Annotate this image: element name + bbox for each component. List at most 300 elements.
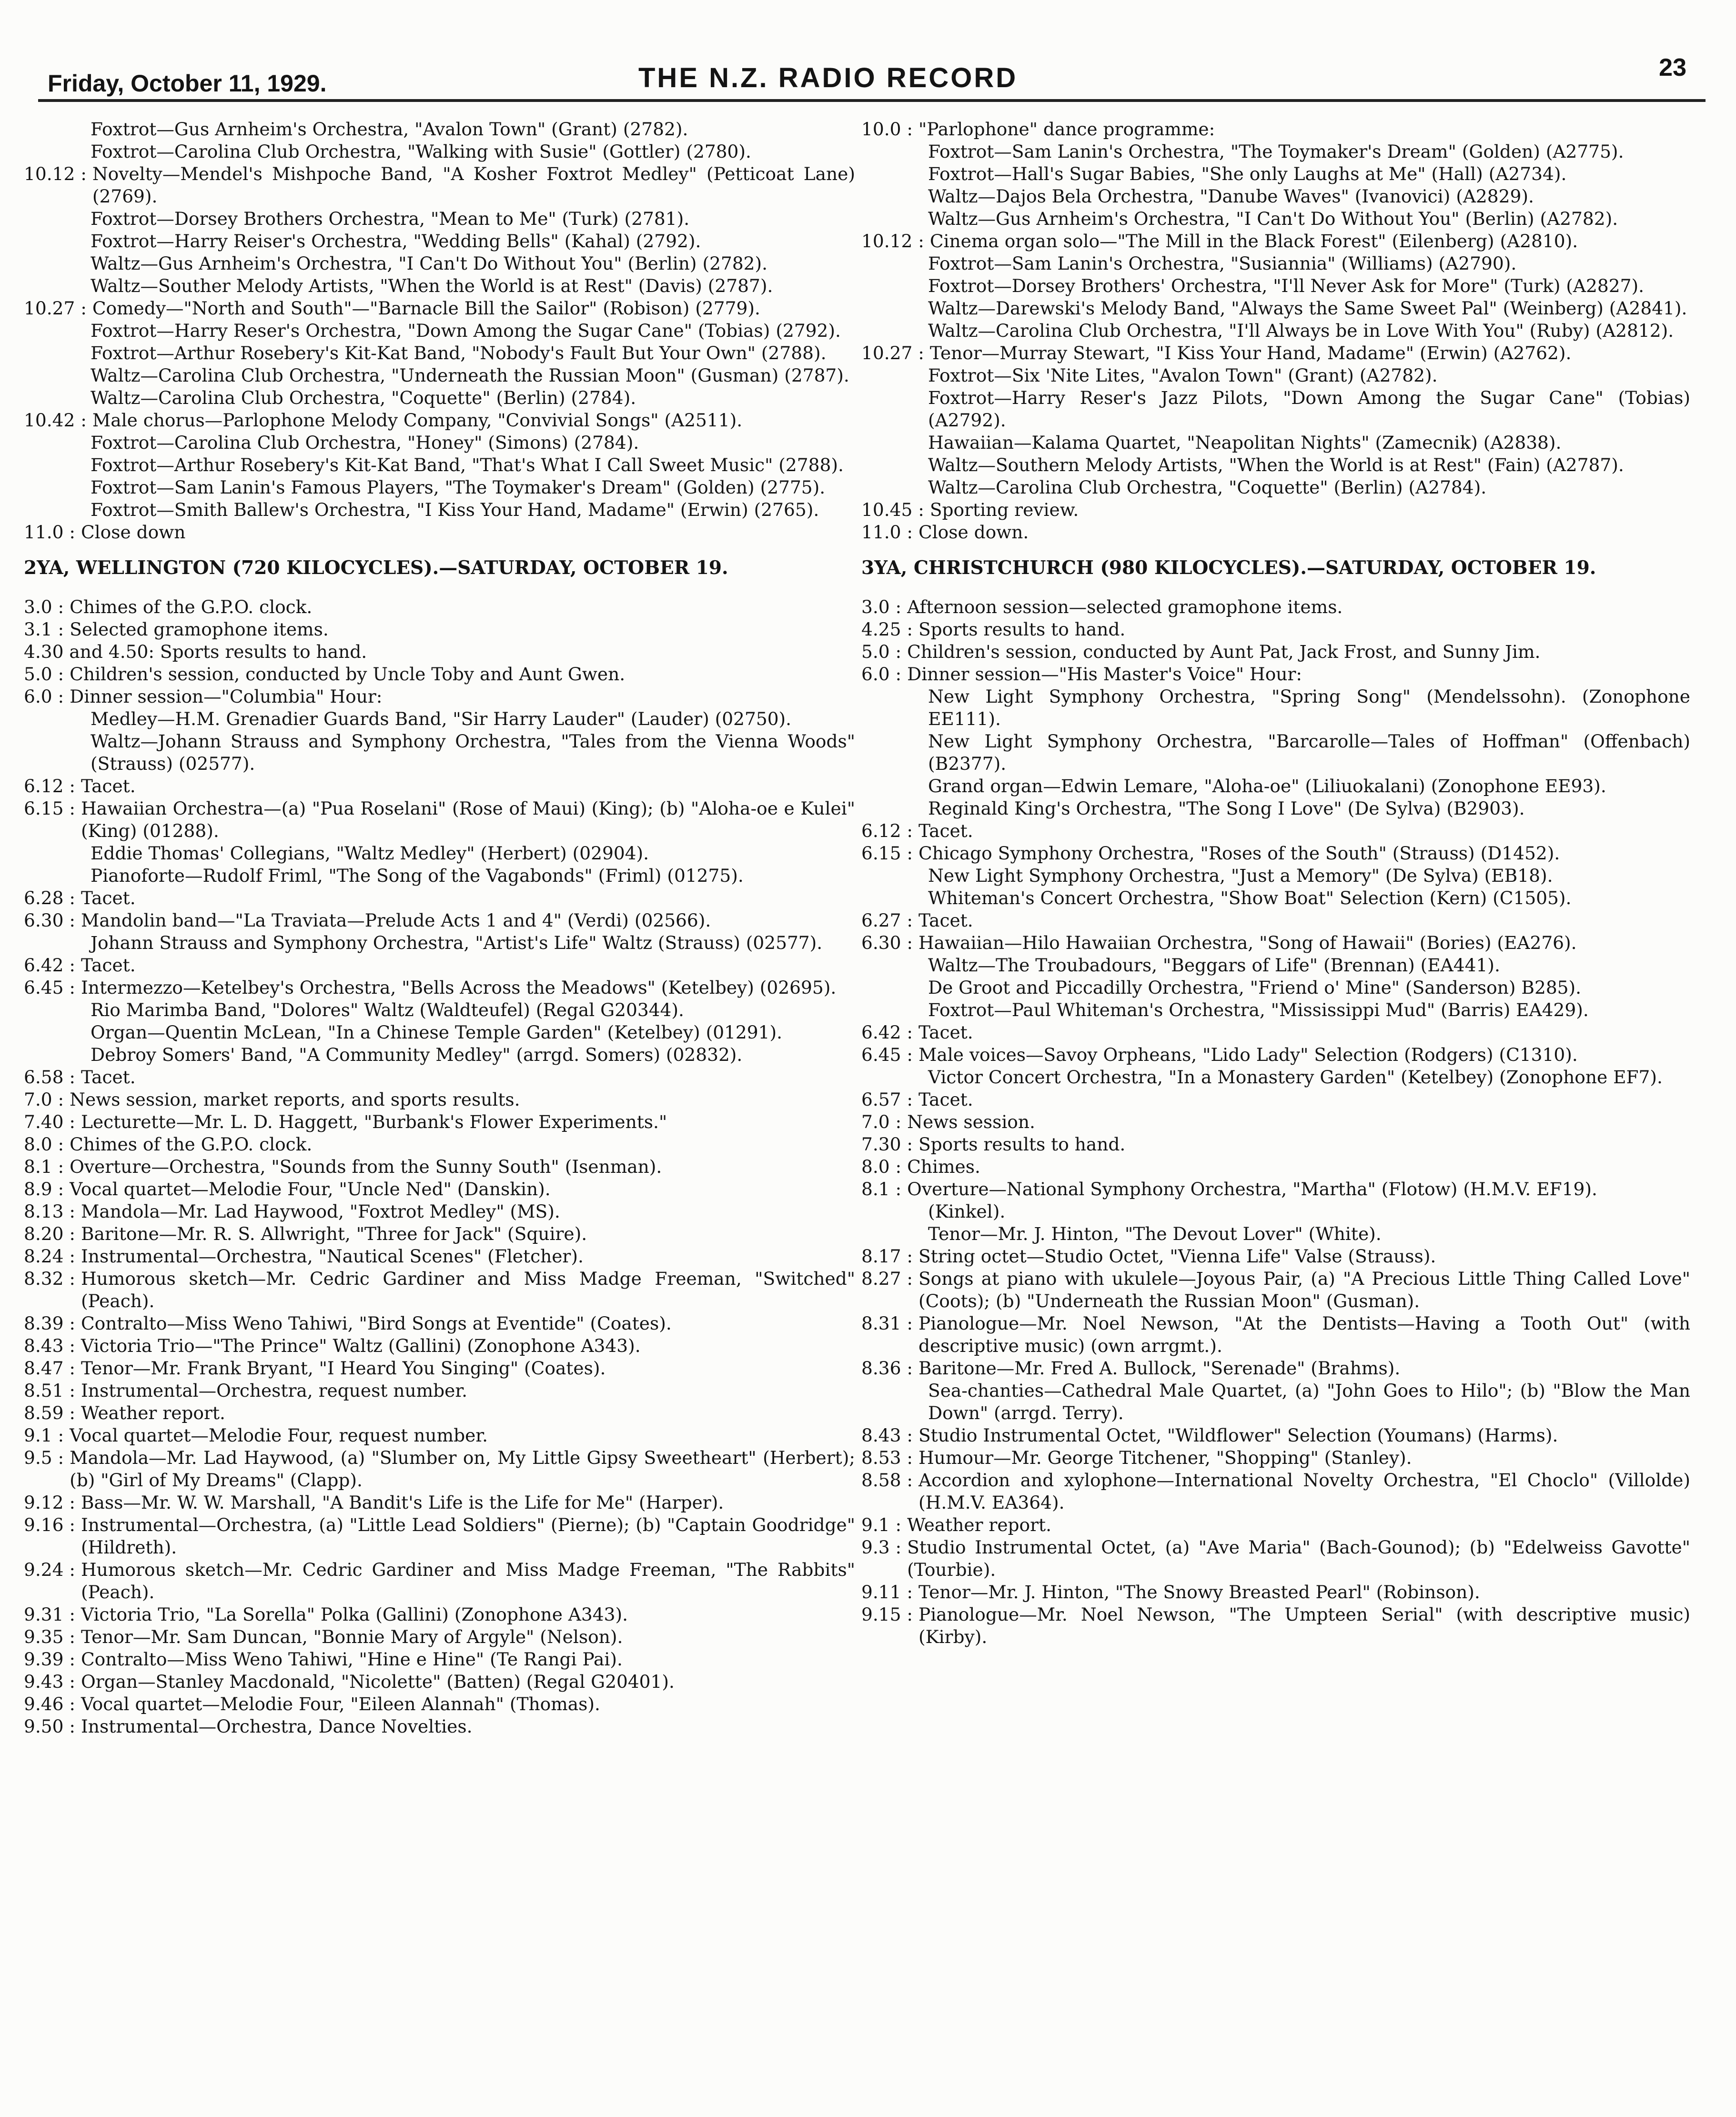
entry-time: 10.12 : xyxy=(24,163,92,184)
entry-time: 8.1 : xyxy=(24,1156,70,1177)
entry-text: Lecturette—Mr. L. D. Haggett, "Burbank's Flower Experiments." xyxy=(81,1111,667,1132)
entry-text: Weather report. xyxy=(81,1402,225,1423)
programme-entry xyxy=(861,342,1690,364)
entry-text: Vocal quartet—Melodie Four, request number. xyxy=(70,1425,488,1446)
entry-time: 9.12 : xyxy=(24,1492,81,1513)
entry-text: Pianologue—Mr. Noel Newson, "The Umpteen Serial" (with descriptive music) (Kirby). xyxy=(918,1604,1690,1647)
wellington-heading: 2YA, WELLINGTON (720 KILOCYCLES).—SATURDAY, OCTOBER 19. xyxy=(24,557,728,579)
entry-text: Comedy—"North and South"—"Barnacle Bill the Sailor" (Robison) (2779). xyxy=(92,298,760,319)
entry-text: Organ—Quentin McLean, "In a Chinese Temple Garden" (Ketelbey) (01291). xyxy=(91,1022,783,1043)
entry-text: String octet—Studio Octet, "Vienna Life" Valse (Strauss). xyxy=(918,1246,1436,1267)
entry-text: Tenor—Murray Stewart, "I Kiss Your Hand, Madame" (Erwin) (A2762). xyxy=(929,343,1572,363)
entry-time: 6.12 : xyxy=(24,776,81,796)
programme-entry xyxy=(24,1111,855,1133)
entry-text: Studio Instrumental Octet, "Wildflower" Selection (Youmans) (Harms). xyxy=(918,1425,1558,1446)
entry-text: Foxtrot—Dorsey Brothers' Orchestra, "I'll Never Ask for More" (Turk) (A2827). xyxy=(928,275,1645,296)
entry-text: Tenor—Mr. J. Hinton, "The Snowy Breasted Pearl" (Robinson). xyxy=(918,1582,1480,1603)
programme-entry xyxy=(861,1223,1690,1245)
entry-time: 9.5 : xyxy=(24,1447,70,1468)
entry-text: Tacet. xyxy=(81,1067,136,1088)
programme-entry xyxy=(861,1133,1690,1156)
programme-entry xyxy=(24,1357,855,1380)
entry-text: Overture—Orchestra, "Sounds from the Sunny South" (Isenman). xyxy=(70,1156,662,1177)
entry-text: Sports results to hand. xyxy=(918,1134,1126,1155)
programme-entry xyxy=(24,1200,855,1223)
entry-time: 6.30 : xyxy=(24,910,81,931)
programme-entry xyxy=(861,297,1690,320)
programme-entry xyxy=(24,1693,855,1715)
programme-entry xyxy=(24,432,855,454)
entry-text: Humorous sketch—Mr. Cedric Gardiner and Miss Madge Freeman, "Switched" (Peach). xyxy=(81,1268,855,1311)
programme-entry xyxy=(24,1603,855,1626)
entry-time: 6.15 : xyxy=(24,798,81,819)
entry-text: Contralto—Miss Weno Tahiwi, "Hine e Hine" (Te Rangi Pai). xyxy=(81,1649,623,1670)
programme-entry xyxy=(24,387,855,409)
entry-text: Songs at piano with ukulele—Joyous Pair, (a) "A Precious Little Thing Called Love" (Coots); (b) "Underneath the Russian Moon" (Gusman). xyxy=(918,1268,1690,1311)
entry-text: Instrumental—Orchestra, (a) "Little Lead Soldiers" (Pierne); (b) "Captain Goodridge" (Hildreth). xyxy=(81,1514,855,1558)
entry-text: Tacet. xyxy=(918,820,973,841)
entry-time: 9.35 : xyxy=(24,1626,81,1647)
entry-time: 9.50 : xyxy=(24,1716,81,1737)
entry-time: 11.0 : xyxy=(861,522,918,543)
entry-text: Foxtrot—Six 'Nite Lites, "Avalon Town" (Grant) (A2782). xyxy=(928,365,1438,386)
entry-text: Sporting review. xyxy=(929,499,1079,520)
programme-entry xyxy=(24,1156,855,1178)
entry-text: Tacet. xyxy=(918,1022,973,1043)
entry-time: 4.25 : xyxy=(861,619,918,640)
programme-entry xyxy=(24,320,855,342)
programme-entry xyxy=(861,820,1690,842)
entry-text: Baritone—Mr. R. S. Allwright, "Three for Jack" (Squire). xyxy=(81,1223,587,1244)
programme-entry xyxy=(24,954,855,977)
entry-time: 3.0 : xyxy=(24,596,70,617)
entry-text: Foxtrot—Sam Lanin's Orchestra, "The Toymaker's Dream" (Golden) (A2775). xyxy=(928,141,1624,162)
entry-text: Tacet. xyxy=(81,776,136,796)
entry-text: Waltz—Dajos Bela Orchestra, "Danube Waves" (Ivanovici) (A2829). xyxy=(928,186,1534,207)
programme-entry xyxy=(861,1156,1690,1178)
entry-text: Children's session, conducted by Aunt Pat, Jack Frost, and Sunny Jim. xyxy=(907,641,1541,662)
entry-text: Waltz—Johann Strauss and Symphony Orchestra, "Tales from the Vienna Woods" (Strauss) (02577). xyxy=(91,731,855,774)
programme-entry xyxy=(861,118,1690,141)
entry-text: Rio Marimba Band, "Dolores" Waltz (Waldteufel) (Regal G20344). xyxy=(91,999,684,1020)
programme-entry xyxy=(861,476,1690,499)
programme-entry xyxy=(861,1021,1690,1044)
programme-entry xyxy=(861,1469,1690,1514)
entry-time: 9.43 : xyxy=(24,1671,81,1692)
programme-entry xyxy=(24,1223,855,1245)
entry-time: 9.11 : xyxy=(861,1582,918,1603)
entry-text: Dinner session—"Columbia" Hour: xyxy=(70,686,383,707)
programme-entry xyxy=(861,1245,1690,1268)
entry-time: 11.0 : xyxy=(24,522,81,543)
entry-text: Sports results to hand. xyxy=(160,641,367,662)
entry-text: Children's session, conducted by Uncle Toby and Aunt Gwen. xyxy=(70,664,626,685)
programme-entry xyxy=(24,163,855,208)
programme-entry xyxy=(24,1066,855,1089)
programme-entry xyxy=(861,163,1690,185)
programme-entry xyxy=(861,730,1690,775)
programme-entry xyxy=(24,730,855,775)
entry-text: Pianologue—Mr. Noel Newson, "At the Dentists—Having a Tooth Out" (with descriptive music) (own arrgmt.). xyxy=(918,1313,1690,1356)
entry-text: Tenor—Mr. Sam Duncan, "Bonnie Mary of Argyle" (Nelson). xyxy=(81,1626,623,1647)
entry-time: 6.42 : xyxy=(861,1022,918,1043)
entry-time: 6.12 : xyxy=(861,820,918,841)
entry-text: Foxtrot—Sam Lanin's Orchestra, "Susiannia" (Williams) (A2790). xyxy=(928,253,1517,274)
entry-text: Foxtrot—Smith Ballew's Orchestra, "I Kiss Your Hand, Madame" (Erwin) (2765). xyxy=(91,499,819,520)
entry-text: Foxtrot—Harry Reser's Orchestra, "Down Among the Sugar Cane" (Tobias) (2792). xyxy=(91,320,841,341)
entry-text: Male chorus—Parlophone Melody Company, "Convivial Songs" (A2511). xyxy=(92,410,743,431)
entry-time: 8.0 : xyxy=(861,1156,908,1177)
entry-text: Vocal quartet—Melodie Four, "Uncle Ned" (Danskin). xyxy=(70,1179,551,1200)
entry-time: 8.36 : xyxy=(861,1358,918,1379)
entry-time: 6.15 : xyxy=(861,843,918,864)
programme-entry xyxy=(861,499,1690,521)
programme-entry xyxy=(861,775,1690,797)
programme-entry xyxy=(861,454,1690,476)
programme-entry xyxy=(24,342,855,364)
programme-entry xyxy=(861,663,1690,686)
entry-time: 8.13 : xyxy=(24,1201,81,1222)
left-column xyxy=(24,118,855,1738)
programme-entry xyxy=(861,1111,1690,1133)
entry-text: Chimes of the G.P.O. clock. xyxy=(70,596,313,617)
entry-text: Humour—Mr. George Titchener, "Shopping" (Stanley). xyxy=(918,1447,1412,1468)
entry-text: Novelty—Mendel's Mishpoche Band, "A Kosher Foxtrot Medley" (Petticoat Lane) (2769). xyxy=(92,163,855,207)
entry-text: Cinema organ solo—"The Mill in the Black Forest" (Eilenberg) (A2810). xyxy=(929,231,1578,252)
programme-entry xyxy=(24,1178,855,1200)
entry-time: 9.39 : xyxy=(24,1649,81,1670)
programme-entry xyxy=(861,999,1690,1021)
entry-text: Victor Concert Orchestra, "In a Monastery Garden" (Ketelbey) (Zonophone EF7). xyxy=(928,1067,1663,1088)
programme-entry xyxy=(24,297,855,320)
programme-entry xyxy=(861,797,1690,820)
entry-text: Instrumental—Orchestra, "Nautical Scenes" (Fletcher). xyxy=(81,1246,584,1267)
programme-entry xyxy=(861,1603,1690,1648)
entry-text: Pianoforte—Rudolf Friml, "The Song of the Vagabonds" (Friml) (01275). xyxy=(91,865,744,886)
left-continued-list xyxy=(24,118,855,544)
entry-text: De Groot and Piccadilly Orchestra, "Friend o' Mine" (Sanderson) B285). xyxy=(928,977,1582,998)
programme-entry xyxy=(24,1514,855,1559)
entry-time: 10.42 : xyxy=(24,410,92,431)
entry-time: 7.0 : xyxy=(24,1089,70,1110)
programme-entry xyxy=(861,1581,1690,1603)
programme-entry xyxy=(861,1268,1690,1312)
programme-entry xyxy=(861,1312,1690,1357)
entry-time: 8.59 : xyxy=(24,1402,81,1423)
entry-time: 8.17 : xyxy=(861,1246,918,1267)
entry-time: 8.43 : xyxy=(861,1425,918,1446)
entry-time: 8.53 : xyxy=(861,1447,918,1468)
entry-time: 10.27 : xyxy=(24,298,92,319)
programme-entry xyxy=(24,977,855,999)
programme-entry xyxy=(861,1044,1690,1066)
page-number: 23 xyxy=(1659,54,1686,81)
entry-text: Intermezzo—Ketelbey's Orchestra, "Bells Across the Meadows" (Ketelbey) (02695). xyxy=(81,977,837,998)
entry-text: Vocal quartet—Melodie Four, "Eileen Alannah" (Thomas). xyxy=(81,1694,600,1714)
programme-entry xyxy=(24,1380,855,1402)
programme-entry xyxy=(24,775,855,797)
entry-text: Foxtrot—Harry Reiser's Orchestra, "Wedding Bells" (Kahal) (2792). xyxy=(91,231,701,252)
programme-entry xyxy=(24,1424,855,1447)
programme-entry xyxy=(24,999,855,1021)
entry-text: Bass—Mr. W. W. Marshall, "A Bandit's Life is the Life for Me" (Harper). xyxy=(81,1492,724,1513)
entry-text: Sea-chanties—Cathedral Male Quartet, (a) "John Goes to Hilo"; (b) "Blow the Man Down" (arrgd. Terry). xyxy=(928,1380,1690,1423)
programme-entry xyxy=(861,1178,1690,1200)
programme-entry xyxy=(861,320,1690,342)
entry-text: Victoria Trio—"The Prince" Waltz (Gallini) (Zonophone A343). xyxy=(81,1335,641,1356)
christchurch-programme-list xyxy=(861,596,1690,1648)
entry-text: Waltz—Carolina Club Orchestra, "Coquette" (Berlin) (2784). xyxy=(91,387,636,408)
wellington-programme-list xyxy=(24,596,855,1738)
entry-time: 3.1 : xyxy=(24,619,70,640)
entry-time: 4.30 and 4.50: xyxy=(24,641,160,662)
programme-entry xyxy=(24,1268,855,1312)
programme-entry xyxy=(24,1671,855,1693)
entry-text: Waltz—Gus Arnheim's Orchestra, "I Can't Do Without You" (Berlin) (A2782). xyxy=(928,208,1618,229)
entry-time: 6.42 : xyxy=(24,955,81,976)
entry-text: "Parlophone" dance programme: xyxy=(918,119,1215,140)
entry-text: Foxtrot—Harry Reser's Jazz Pilots, "Down Among the Sugar Cane" (Tobias) (A2792). xyxy=(928,387,1690,431)
programme-entry xyxy=(24,409,855,432)
entry-text: Foxtrot—Gus Arnheim's Orchestra, "Avalon Town" (Grant) (2782). xyxy=(91,119,688,140)
programme-entry xyxy=(24,141,855,163)
entry-time: 6.45 : xyxy=(24,977,81,998)
entry-text: Whiteman's Concert Orchestra, "Show Boat" Selection (Kern) (C1505). xyxy=(928,887,1572,908)
entry-time: 8.58 : xyxy=(861,1470,918,1491)
entry-time: 9.15 : xyxy=(861,1604,918,1625)
entry-text: Foxtrot—Paul Whiteman's Orchestra, "Mississippi Mud" (Barris) EA429). xyxy=(928,999,1589,1020)
programme-entry xyxy=(861,1089,1690,1111)
entry-text: Johann Strauss and Symphony Orchestra, "Artist's Life" Waltz (Strauss) (02577). xyxy=(91,932,823,953)
programme-entry xyxy=(861,1447,1690,1469)
programme-entry xyxy=(861,1514,1690,1536)
entry-time: 8.43 : xyxy=(24,1335,81,1356)
entry-time: 5.0 : xyxy=(24,664,70,685)
entry-text: Male voices—Savoy Orpheans, "Lido Lady" Selection (Rodgers) (C1310). xyxy=(918,1044,1578,1065)
entry-time: 8.27 : xyxy=(861,1268,918,1289)
entry-text: Accordion and xylophone—International Novelty Orchestra, "El Choclo" (Villolde) (H.M.V. EA364). xyxy=(918,1470,1690,1513)
programme-entry xyxy=(24,887,855,909)
entry-text: Overture—National Symphony Orchestra, "Martha" (Flotow) (H.M.V. EF19). xyxy=(907,1179,1597,1200)
right-continued-list xyxy=(861,118,1690,544)
entry-time: 7.0 : xyxy=(861,1111,908,1132)
programme-entry xyxy=(24,1559,855,1603)
entry-time: 5.0 : xyxy=(861,641,908,662)
entry-time: 6.27 : xyxy=(861,910,918,931)
entry-text: Sports results to hand. xyxy=(918,619,1126,640)
entry-text: Mandolin band—"La Traviata—Prelude Acts 1 and 4" (Verdi) (02566). xyxy=(81,910,711,931)
entry-text: Foxtrot—Carolina Club Orchestra, "Walking with Susie" (Gottler) (2780). xyxy=(91,141,751,162)
entry-time: 10.0 : xyxy=(861,119,918,140)
entry-text: Chicago Symphony Orchestra, "Roses of the South" (Strauss) (D1452). xyxy=(918,843,1560,864)
programme-entry xyxy=(861,1357,1690,1380)
masthead xyxy=(38,53,1686,106)
programme-entry xyxy=(24,1492,855,1514)
programme-entry xyxy=(24,618,855,641)
issue-date: Friday, October 11, 1929. xyxy=(48,70,327,97)
programme-entry xyxy=(24,252,855,275)
entry-time: 9.31 : xyxy=(24,1604,81,1625)
entry-text: News session, market reports, and sports results. xyxy=(70,1089,520,1110)
programme-entry xyxy=(24,499,855,521)
christchurch-heading: 3YA, CHRISTCHURCH (980 KILOCYCLES).—SATURDAY, OCTOBER 19. xyxy=(861,557,1596,579)
entry-time: 9.3 : xyxy=(861,1537,908,1558)
programme-entry xyxy=(861,208,1690,230)
entry-text: Medley—H.M. Grenadier Guards Band, "Sir Harry Lauder" (Lauder) (02750). xyxy=(91,708,792,729)
programme-entry xyxy=(24,641,855,663)
programme-entry xyxy=(24,208,855,230)
entry-time: 10.12 : xyxy=(861,231,930,252)
entry-time: 8.32 : xyxy=(24,1268,81,1289)
entry-text: Instrumental—Orchestra, request number. xyxy=(81,1380,468,1401)
programme-entry xyxy=(861,842,1690,865)
entry-text: Debroy Somers' Band, "A Community Medley" (arrgd. Somers) (02832). xyxy=(91,1044,743,1065)
programme-entry xyxy=(24,1626,855,1648)
programme-entry xyxy=(861,596,1690,618)
entry-text: Reginald King's Orchestra, "The Song I Love" (De Sylva) (B2903). xyxy=(928,798,1525,819)
entry-time: 8.0 : xyxy=(24,1134,70,1155)
programme-entry xyxy=(861,252,1690,275)
programme-entry xyxy=(861,618,1690,641)
entry-time: 6.58 : xyxy=(24,1067,81,1088)
entry-text: New Light Symphony Orchestra, "Just a Memory" (De Sylva) (EB18). xyxy=(928,865,1553,886)
entry-time: 6.30 : xyxy=(861,932,918,953)
programme-entry xyxy=(24,1402,855,1424)
programme-entry xyxy=(861,887,1690,909)
programme-entry xyxy=(861,185,1690,208)
programme-entry xyxy=(24,275,855,297)
programme-entry xyxy=(24,1312,855,1335)
programme-entry xyxy=(24,708,855,730)
entry-text: Chimes of the G.P.O. clock. xyxy=(70,1134,313,1155)
programme-entry xyxy=(24,1715,855,1738)
entry-text: Foxtrot—Sam Lanin's Famous Players, "The Toymaker's Dream" (Golden) (2775). xyxy=(91,477,826,498)
entry-text: Foxtrot—Dorsey Brothers Orchestra, "Mean to Me" (Turk) (2781). xyxy=(91,208,690,229)
entry-text: Hawaiian—Hilo Hawaiian Orchestra, "Song of Hawaii" (Bories) (EA276). xyxy=(918,932,1577,953)
entry-time: 9.46 : xyxy=(24,1694,81,1714)
programme-entry xyxy=(861,521,1690,544)
entry-text: Foxtrot—Arthur Rosebery's Kit-Kat Band, "Nobody's Fault But Your Own" (2788). xyxy=(91,343,827,363)
entry-time: 8.39 : xyxy=(24,1313,81,1334)
entry-time: 8.20 : xyxy=(24,1223,81,1244)
entry-time: 9.16 : xyxy=(24,1514,81,1535)
entry-text: Eddie Thomas' Collegians, "Waltz Medley" (Herbert) (02904). xyxy=(91,843,649,864)
entry-time: 8.9 : xyxy=(24,1179,70,1200)
programme-entry xyxy=(861,1380,1690,1424)
programme-entry xyxy=(24,797,855,842)
entry-text: Studio Instrumental Octet, (a) "Ave Maria" (Bach-Gounod); (b) "Edelweiss Gavotte" (Tourbie). xyxy=(907,1537,1690,1580)
programme-entry xyxy=(861,1536,1690,1581)
entry-text: Mandola—Mr. Lad Haywood, "Foxtrot Medley" (MS). xyxy=(81,1201,560,1222)
entry-text: Organ—Stanley Macdonald, "Nicolette" (Batten) (Regal G20401). xyxy=(81,1671,675,1692)
publication-title: THE N.Z. RADIO RECORD xyxy=(638,62,1018,93)
entry-time: 8.47 : xyxy=(24,1358,81,1379)
programme-entry xyxy=(24,842,855,865)
entry-time: 10.27 : xyxy=(861,343,930,363)
entry-text: Tenor—Mr. Frank Bryant, "I Heard You Singing" (Coates). xyxy=(81,1358,606,1379)
programme-entry xyxy=(24,1089,855,1111)
entry-text: Humorous sketch—Mr. Cedric Gardiner and Miss Madge Freeman, "The Rabbits" (Peach). xyxy=(81,1559,855,1603)
programme-entry xyxy=(861,364,1690,387)
entry-text: Tacet. xyxy=(81,955,136,976)
entry-text: Baritone—Mr. Fred A. Bullock, "Serenade" (Brahms). xyxy=(918,1358,1401,1379)
entry-time: 6.28 : xyxy=(24,887,81,908)
entry-text: Dinner session—"His Master's Voice" Hour: xyxy=(907,664,1302,685)
entry-time: 9.1 : xyxy=(861,1514,908,1535)
programme-entry xyxy=(861,909,1690,932)
right-column xyxy=(861,118,1690,1648)
programme-entry xyxy=(861,686,1690,730)
programme-entry xyxy=(861,954,1690,977)
programme-entry xyxy=(24,230,855,252)
entry-text: Tenor—Mr. J. Hinton, "The Devout Lover" (White). xyxy=(928,1223,1382,1244)
entry-time: 8.24 : xyxy=(24,1246,81,1267)
entry-text: Victoria Trio, "La Sorella" Polka (Gallini) (Zonophone A343). xyxy=(81,1604,628,1625)
programme-entry xyxy=(861,230,1690,252)
programme-entry xyxy=(24,596,855,618)
programme-entry xyxy=(24,1021,855,1044)
entry-time: 8.1 : xyxy=(861,1179,908,1200)
programme-entry xyxy=(24,1245,855,1268)
entry-text: Tacet. xyxy=(918,1089,973,1110)
entry-text: Close down xyxy=(81,522,186,543)
entry-time: 9.1 : xyxy=(24,1425,70,1446)
entry-text: Instrumental—Orchestra, Dance Novelties. xyxy=(81,1716,473,1737)
entry-text: (Kinkel). xyxy=(928,1201,1006,1222)
entry-text: Close down. xyxy=(918,522,1029,543)
entry-text: Foxtrot—Arthur Rosebery's Kit-Kat Band, "That's What I Call Sweet Music" (2788). xyxy=(91,454,844,475)
entry-text: Waltz—Souther Melody Artists, "When the World is at Rest" (Davis) (2787). xyxy=(91,275,773,296)
entry-text: Contralto—Miss Weno Tahiwi, "Bird Songs at Eventide" (Coates). xyxy=(81,1313,672,1334)
programme-entry xyxy=(24,521,855,544)
entry-text: Waltz—Southern Melody Artists, "When the World is at Rest" (Fain) (A2787). xyxy=(928,454,1624,475)
programme-entry xyxy=(24,686,855,708)
entry-text: Waltz—Darewski's Melody Band, "Always the Same Sweet Pal" (Weinberg) (A2841). xyxy=(928,298,1687,319)
entry-text: New Light Symphony Orchestra, "Spring Song" (Mendelssohn). (Zonophone EE111). xyxy=(928,686,1690,729)
entry-text: News session. xyxy=(907,1111,1035,1132)
programme-entry xyxy=(861,275,1690,297)
programme-entry xyxy=(24,1335,855,1357)
programme-entry xyxy=(24,1648,855,1671)
entry-text: Weather report. xyxy=(907,1514,1052,1535)
entry-text: Waltz—Carolina Club Orchestra, "Underneath the Russian Moon" (Gusman) (2787). xyxy=(91,365,849,386)
programme-entry xyxy=(861,932,1690,954)
entry-text: Selected gramophone items. xyxy=(70,619,329,640)
programme-entry xyxy=(24,454,855,476)
programme-entry xyxy=(861,977,1690,999)
programme-entry xyxy=(24,476,855,499)
entry-text: New Light Symphony Orchestra, "Barcarolle—Tales of Hoffman" (Offenbach) (B2377). xyxy=(928,731,1690,774)
entry-text: Hawaiian—Kalama Quartet, "Neapolitan Nights" (Zamecnik) (A2838). xyxy=(928,432,1562,453)
entry-time: 6.0 : xyxy=(861,664,908,685)
entry-time: 10.45 : xyxy=(861,499,930,520)
programme-entry xyxy=(861,1066,1690,1089)
programme-entry xyxy=(861,865,1690,887)
programme-entry xyxy=(24,663,855,686)
programme-entry xyxy=(861,432,1690,454)
entry-text: Waltz—Carolina Club Orchestra, "Coquette" (Berlin) (A2784). xyxy=(928,477,1487,498)
entry-text: Tacet. xyxy=(918,910,973,931)
programme-entry xyxy=(24,118,855,141)
entry-time: 6.0 : xyxy=(24,686,70,707)
entry-time: 8.31 : xyxy=(861,1313,918,1334)
entry-text: Waltz—Carolina Club Orchestra, "I'll Always be in Love With You" (Ruby) (A2812). xyxy=(928,320,1674,341)
programme-entry xyxy=(24,909,855,932)
programme-entry xyxy=(861,141,1690,163)
entry-time: 3.0 : xyxy=(861,596,908,617)
entry-text: Afternoon session—selected gramophone items. xyxy=(907,596,1343,617)
programme-entry xyxy=(24,1447,855,1492)
